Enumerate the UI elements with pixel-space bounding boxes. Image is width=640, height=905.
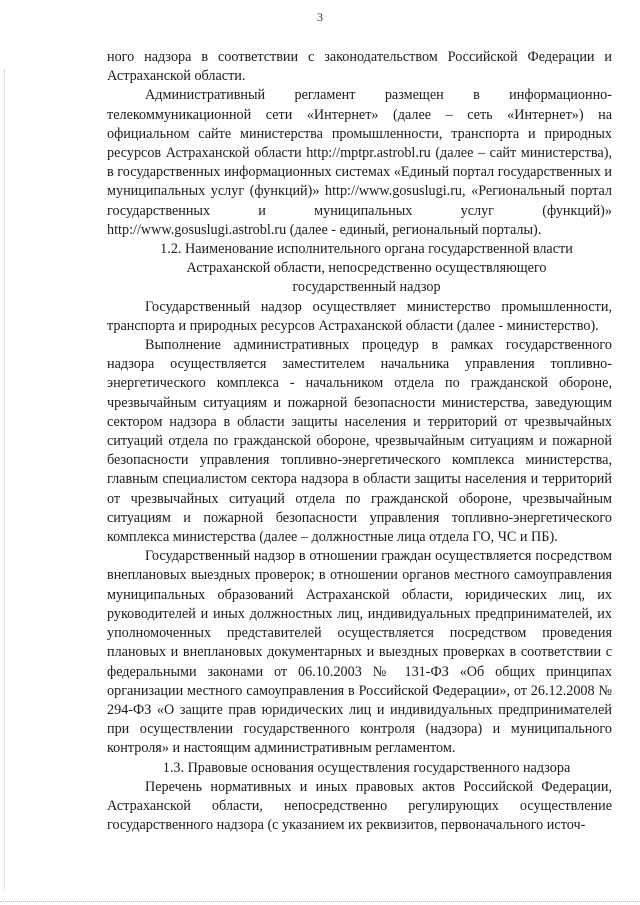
section-heading-1-3: 1.3. Правовые основания осуществления государственного надзора <box>162 759 571 776</box>
document-body <box>107 48 612 835</box>
scan-edge-bottom <box>0 901 640 903</box>
paragraph-supervisor-body: Государственный надзор осуществляет министерство промышленности, транспорта и природных ресурсов Астраханской области (далее - министерство). <box>107 298 612 334</box>
page-number: 3 <box>317 10 323 24</box>
paragraph-responsible-officials: Выполнение административных процедур в рамках государственного надзора осуществляется заместителем начальника управления топливно-энергетического комплекса - начальником отдела по гражданской обороне, чрезвычайным ситуациям и пожарной безопасности министерства, заведующим сектором надзора в области защиты населения и территорий от чрезвычайных ситуаций отдела по гражданской обороне, чрезвычайным ситуациям и пожарной безопасности управления топливно-энергетического комплекса министерства, главным специалистом сектора надзора в области защиты населения и территорий от чрезвычайных ситуаций отдела по гражданской обороне, чрезвычайным ситуациям и пожарной безопасности управления топливно-энергетического комплекса министерства (далее – должностные лица отдела ГО, ЧС и ПБ). <box>107 337 612 546</box>
paragraph-legal-acts-list: Перечень нормативных и иных правовых актов Российской Федерации, Астраханской области, непосредственно регулирующих осуществление государственного надзора (с указанием их реквизитов, первоначального источ- <box>107 778 612 834</box>
paragraph-continuation: ного надзора в соответствии с законодательством Российской Федерации и Астраханской области. <box>107 49 612 85</box>
paragraph-inspection-types: Государственный надзор в отношении граждан осуществляется посредством внеплановых выездных проверок; в отношении органов местного самоуправления муниципальных образований Астраханской области, юридических лиц, их руководителей и иных должностных лиц, индивидуальных предпринимателей, их уполномоченных представителей осуществляется посредством проведения плановых и внеплановых документарных и выездных проверках в соответствии с федеральными законами от 06.10.2003 № 131-ФЗ «Об общих принципах организации местного самоуправления в Российской Федерации», от 26.12.2008 № 294-ФЗ «О защите прав юридических лиц и индивидуальных предпринимателей при осуществлении государственного контроля (надзора) и муниципального контроля» и настоящим административным регламентом. <box>107 548 612 757</box>
section-heading-1-2: 1.2. Наименование исполнительного органа государственной власти Астраханской области, непосредственно осуществляющего государственный надзор <box>160 241 573 296</box>
scan-edge-left <box>4 70 6 890</box>
paragraph-regulation-placement: Административный регламент размещен в информационно-телекоммуникационной сети «Интернет» (далее – сеть «Интернет») на официальном сайте министерства промышленности, транспорта и природных ресурсов Астраханской области http://mptpr.astrobl.ru (далее – сайт министерства), в государственных информационных системах «Единый портал государственных и муниципальных услуг (функций)» http://www.gosuslugi.ru, «Региональный портал государственных и муниципальных услуг (функций)» http://www.gosuslugi.astrobl.ru (далее - единый, региональный порталы). <box>107 87 612 238</box>
